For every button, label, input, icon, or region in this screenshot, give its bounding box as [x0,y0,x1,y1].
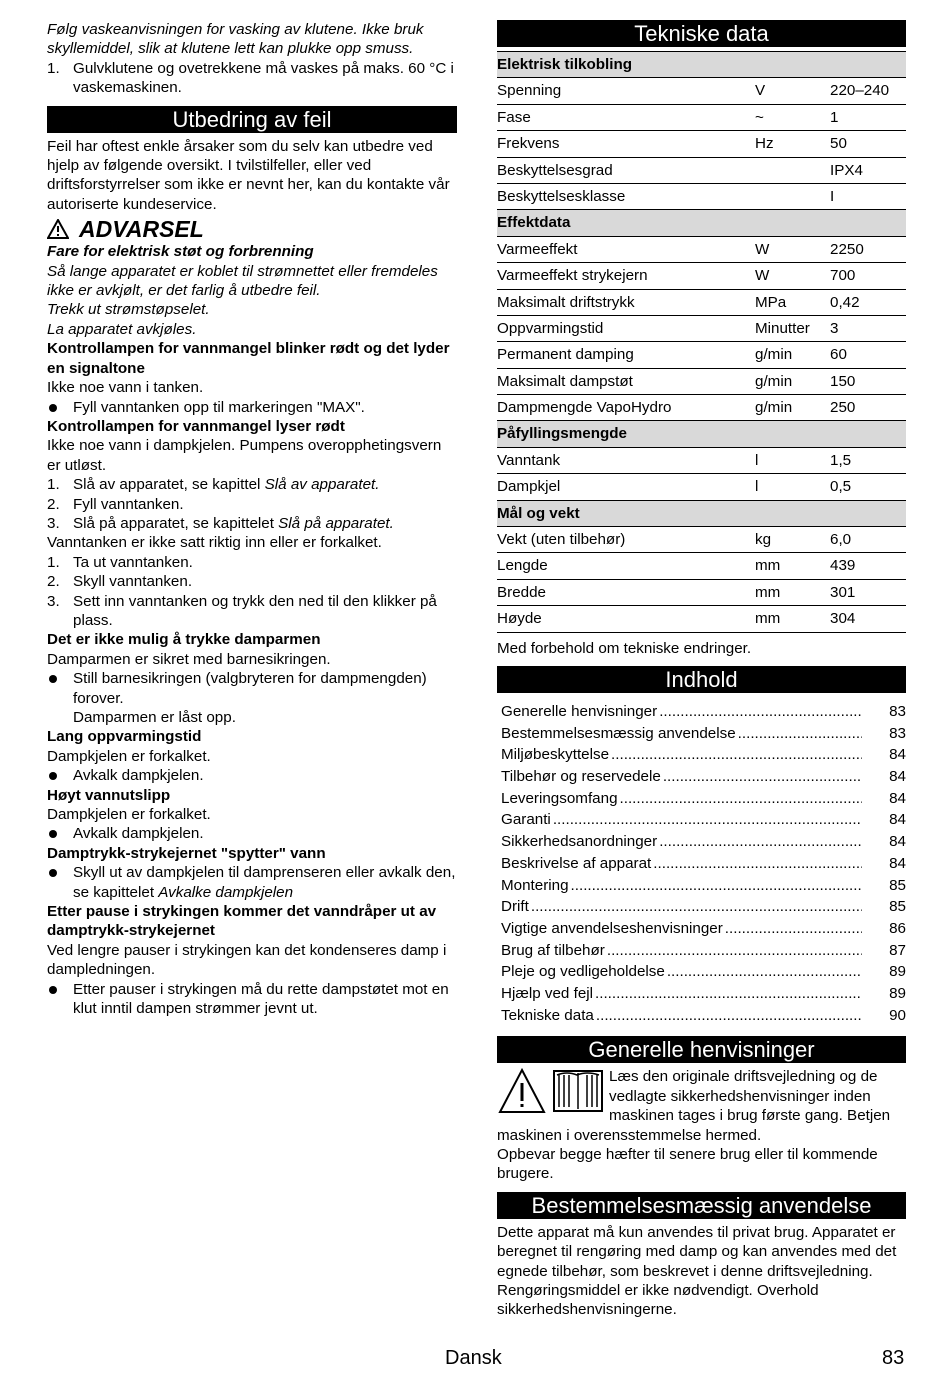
remedy-bullet: Etter pauser i strykingen må du rette dampstøtet mot en klut inntil dampen strømmer jevnt ut. [47,980,457,1019]
remedy-bullet: Fyll vanntanken opp til markeringen "MAX". [47,398,457,417]
fault-title: Damptrykk-strykejernet "spytter" vann [47,844,326,862]
cell-unit: ~ [755,104,830,130]
warning-heading [47,216,457,242]
toc-entry[interactable] [501,809,906,831]
cell-unit: g/min [755,342,830,368]
fault-cause: Vanntanken er ikke satt riktig inn eller er forkalket. [47,534,382,552]
fault-cause: Ved lengre pauser i strykingen kan det kondenseres damp i dampledningen. [47,941,447,979]
cell-value: 50 [830,131,906,157]
list-number: 1. [47,59,60,77]
table-row [497,263,906,289]
fault-title: Kontrollampen for vannmangel blinker rødt og det lyder en signaltone [47,340,450,377]
toc-leader [659,831,862,853]
toc-leader [596,1005,862,1027]
general-text: Opbevar begge hæfter til senere brug eller til kommende brugere. [497,1145,878,1183]
table-row [497,183,906,209]
cell-value: IPX4 [830,157,906,183]
manual-book-icon [551,1067,605,1115]
section-heading-intended-use: Bestemmelsesmæssig anvendelse [497,1192,906,1219]
cell-label: Fase [497,104,755,130]
right-column [497,18,906,1320]
toc-label: Vigtige anvendelseshenvisninger [501,919,723,937]
cell-label: Høyde [497,606,755,632]
table-row [497,395,906,421]
fault-cause: Ikke noe vann i tanken. [47,379,204,397]
toc-entry[interactable] [501,940,906,962]
toc-leader [653,853,862,875]
general-block [497,1067,906,1183]
fault-cause: Ikke noe vann i dampkjelen. Pumpens overopphetingsvern er utløst. [47,437,442,474]
cell-label: Dampkjel [497,474,755,500]
bullet-icon [47,824,73,843]
toc-entry[interactable] [501,831,906,853]
toc-entry[interactable] [501,701,906,723]
toc-label: Brug af tilbehør [501,941,605,959]
cell-unit: kg [755,527,830,553]
toc-page: 83 [889,724,906,742]
bullet-icon [47,980,73,1019]
bullet-icon [47,863,73,902]
table-row [497,315,906,341]
toc-label: Tilbehør og reservedele [501,768,661,786]
warning-subtitle: Fare for elektrisk støt og forbrenning [47,243,314,261]
toc-label: Bestemmelsesmæssig anvendelse [501,724,736,742]
cell-unit: mm [755,606,830,632]
toc-entry[interactable] [501,853,906,875]
section-heading-contents: Indhold [497,666,906,693]
toc-entry[interactable] [501,961,906,983]
toc-leader [531,896,862,918]
toc-page: 89 [889,984,906,1002]
toc-page: 84 [889,833,906,851]
toc-label: Generelle henvisninger [501,703,658,720]
cell-unit: mm [755,553,830,579]
cell-unit: g/min [755,395,830,421]
toc-page: 84 [889,854,906,872]
list-item: 1. Ta ut vanntanken. [47,553,193,571]
fault-title: Lang oppvarmingstid [47,728,202,746]
table-row [497,289,906,315]
cell-value: 250 [830,395,906,421]
cell-value: 6,0 [830,527,906,553]
cell-label: Vanntank [497,447,755,473]
toc-leader [725,918,862,940]
left-column [47,20,457,1019]
toc-leader [553,809,862,831]
cell-label: Varmeeffekt strykejern [497,263,755,289]
cell-unit [755,157,830,183]
cell-label: Maksimalt driftstrykk [497,289,755,315]
table-row [497,342,906,368]
warning-triangle-icon [47,219,69,239]
cell-value: 304 [830,606,906,632]
technical-note: Med forbehold om tekniske endringer. [497,639,752,657]
group-label: Påfyllingsmengde [497,421,906,447]
toc-leader [611,744,862,766]
cell-label: Frekvens [497,131,755,157]
table-group-row [497,500,906,526]
warning-title: ADVARSEL [79,216,204,243]
table-row [497,131,906,157]
table-group-row [497,421,906,447]
toc-entry[interactable] [501,875,906,897]
toc-label: Miljøbeskyttelse [501,746,610,764]
cell-unit: Hz [755,131,830,157]
section-heading-technical-data: Tekniske data [497,20,906,47]
cell-label: Bredde [497,579,755,605]
cell-value: 0,5 [830,474,906,500]
troubleshooting-intro: Feil har oftest enkle årsaker som du selv kan utbedre ved hjelp av følgende oversikt. I tvilstilfeller, eller ved driftsforstyrrelser som ikke er nevnt her, kan du kontakte vår autoriserte kundeservice. [47,137,450,213]
cell-label: Dampmengde VapoHydro [497,395,755,421]
toc-page: 86 [889,919,906,937]
list-item: 2. Fyll vanntanken. [47,495,184,513]
cell-value: 0,42 [830,289,906,315]
remedy-bullet: Avkalk dampkjelen. [47,766,457,785]
cell-value: 1,5 [830,447,906,473]
warning-text: Så lange apparatet er koblet til strømnettet eller fremdeles ikke er avkjølt, er det farlig å utbedre feil. [47,262,438,300]
toc-leader [659,701,862,723]
intro-text: Følg vaskeanvisningen for vasking av klutene. Ikke bruk skyllemiddel, slik at klutene lett kan plukke opp smuss. [47,21,424,58]
cell-label: Maksimalt dampstøt [497,368,755,394]
page-number: 83 [882,1347,905,1369]
table-row [497,104,906,130]
fault-cause: Dampkjelen er forkalket. [47,747,211,765]
cell-label: Varmeeffekt [497,236,755,262]
toc-page: 84 [889,811,906,829]
fault-cause: Dampkjelen er forkalket. [47,806,211,824]
toc-leader [738,723,862,745]
toc-page: 84 [889,789,906,807]
table-group-row [497,210,906,236]
toc-page: 87 [889,941,906,959]
toc-page: 83 [889,703,906,720]
cell-label: Spenning [497,78,755,104]
group-label: Effektdata [497,210,906,236]
list-item: 1. Slå av apparatet, se kapittel Slå av apparatet. [47,476,380,494]
list-item: 3. Slå på apparatet, se kapittelet Slå på apparatet. [47,514,394,532]
table-row [497,606,906,632]
warning-text: Trekk ut strømstøpselet. [47,301,210,319]
table-row [497,553,906,579]
table-row [497,157,906,183]
toc-entry[interactable] [501,788,906,810]
table-row [497,474,906,500]
remedy-bullet: Skyll ut av dampkjelen til damprenseren eller avkalk den, se kapittelet Avkalke dampkjelen [47,863,457,902]
cell-value: 1 [830,104,906,130]
toc-page: 85 [889,876,906,894]
toc-entry[interactable] [501,723,906,745]
cell-value: 301 [830,579,906,605]
cell-label: Lengde [497,553,755,579]
table-row [497,579,906,605]
cell-unit: W [755,263,830,289]
cell-unit: l [755,447,830,473]
toc-label: Leveringsomfang [501,789,618,807]
remedy-bullet: Still barnesikringen (valgbryteren for dampmengden) forover. [47,669,457,708]
toc-page: 84 [889,768,906,786]
toc-entry[interactable] [501,918,906,940]
toc-label: Hjælp ved fejl [501,984,594,1002]
cell-unit: V [755,78,830,104]
toc-leader [571,875,862,897]
fault-cause: Damparmen er sikret med barnesikringen. [47,650,331,668]
toc-leader [663,766,862,788]
section-heading-troubleshooting: Utbedring av feil [47,106,457,133]
cell-label: Beskyttelsesgrad [497,157,755,183]
fault-title: Høyt vannutslipp [47,786,171,804]
fault-title: Etter pause i strykingen kommer det vanndråper ut av damptrykk-strykejernet [47,903,437,940]
cell-value: I [830,183,906,209]
warning-triangle-icon [497,1067,547,1115]
section-heading-general: Generelle henvisninger [497,1036,906,1063]
toc-page: 90 [889,1006,906,1024]
table-of-contents [501,701,906,1026]
cell-label: Vekt (uten tilbehør) [497,527,755,553]
remedy-bullet: Avkalk dampkjelen. [47,824,457,843]
fault-title: Det er ikke mulig å trykke damparmen [47,631,321,649]
group-label: Mål og vekt [497,500,906,526]
intended-use-text: Dette apparat må kun anvendes til privat brug. Apparatet er beregnet til rengøring med damp og kan anvendes med det egnede tilbehør, som beskrevet i denne driftsvejledning. Rengøringsmiddel er ikke nødvendigt. Overhold sikkerhedshenvisningerne. [497,1223,897,1319]
toc-label: Sikkerhedsanordninger [501,833,658,851]
bullet-icon [47,669,73,708]
toc-page: 84 [889,746,906,764]
cell-unit: l [755,474,830,500]
cell-value: 439 [830,553,906,579]
toc-leader [607,940,862,962]
toc-entry[interactable] [501,983,906,1005]
toc-entry[interactable] [501,766,906,788]
cell-label: Oppvarmingstid [497,315,755,341]
cell-value: 220–240 [830,78,906,104]
technical-data-table [497,51,906,633]
cell-value: 150 [830,368,906,394]
toc-entry[interactable] [501,1005,906,1027]
cell-unit: Minutter [755,315,830,341]
warning-text: La apparatet avkjøles. [47,320,197,338]
cell-value: 2250 [830,236,906,262]
table-group-row [497,52,906,78]
bullet-icon [47,398,73,417]
footer-language: Dansk [445,1347,502,1369]
cell-label: Beskyttelsesklasse [497,183,755,209]
list-item: 3. Sett inn vanntanken og trykk den ned til den klikker på plass. [47,592,437,629]
table-row [497,527,906,553]
table-row [497,447,906,473]
cell-label: Permanent damping [497,342,755,368]
table-row [497,236,906,262]
toc-label: Tekniske data [501,1006,594,1024]
cell-unit [755,183,830,209]
general-text: Læs den originale driftsvejledning og de vedlagte sikkerhedshenvisninger inden maskinen tages i brug første gang. Betjen maskinen i overensstemmelse hermed. [497,1068,891,1144]
toc-entry[interactable] [501,896,906,918]
toc-label: Pleje og vedligeholdelse [501,963,665,981]
cell-value: 3 [830,315,906,341]
table-row [497,78,906,104]
toc-leader [667,961,862,983]
list-text: Gulvklutene og ovetrekkene må vaskes på maks. 60 °C i vaskemaskinen. [73,59,454,97]
group-label: Elektrisk tilkobling [497,52,906,78]
cell-unit: W [755,236,830,262]
toc-label: Drift [501,898,529,916]
cell-value: 60 [830,342,906,368]
cell-unit: mm [755,579,830,605]
toc-label: Beskrivelse af apparat [501,854,652,872]
toc-leader [620,788,862,810]
toc-label: Montering [501,876,569,894]
notice-icons [497,1067,605,1119]
cell-unit: g/min [755,368,830,394]
toc-page: 85 [889,898,906,916]
table-row [497,368,906,394]
cell-unit: MPa [755,289,830,315]
intro-list-item [47,59,457,98]
cell-value: 700 [830,263,906,289]
remedy-result: Damparmen er låst opp. [73,709,236,726]
toc-entry[interactable] [501,744,906,766]
list-item: 2. Skyll vanntanken. [47,573,193,591]
toc-page: 89 [889,963,906,981]
fault-title: Kontrollampen for vannmangel lyser rødt [47,417,345,435]
bullet-icon [47,766,73,785]
toc-leader [595,983,862,1005]
toc-label: Garanti [501,811,551,829]
